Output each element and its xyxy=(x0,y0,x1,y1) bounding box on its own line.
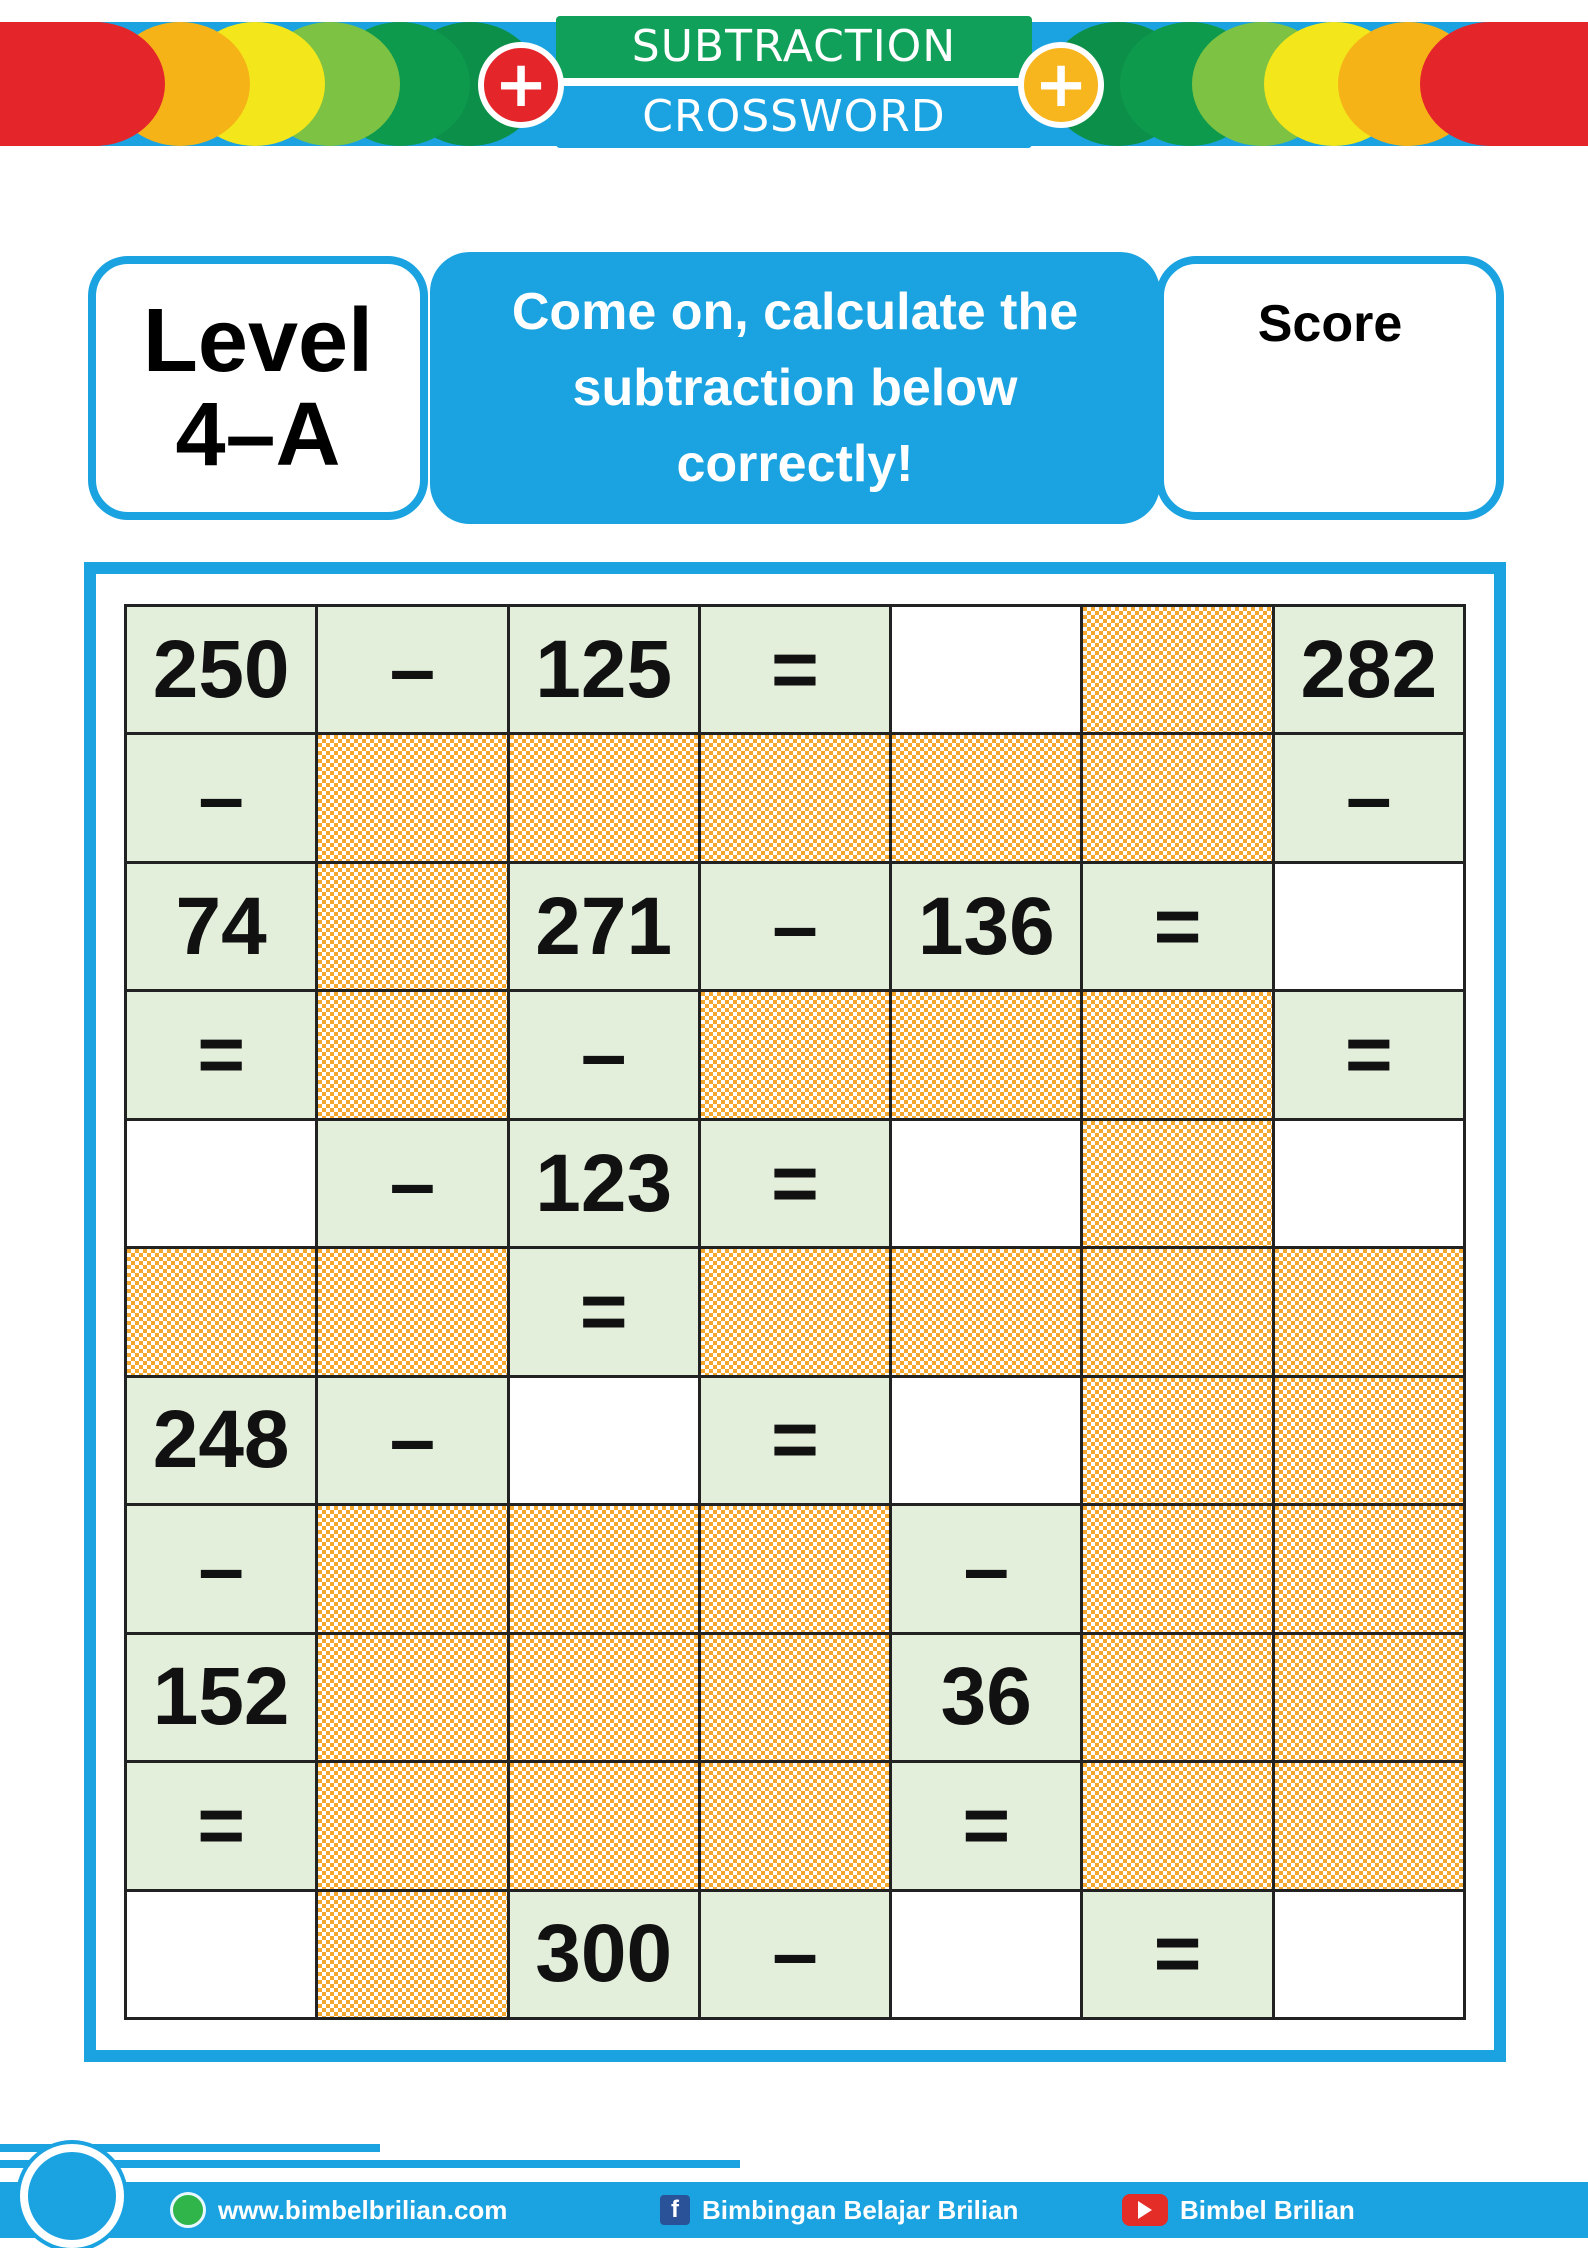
facebook-text: Bimbingan Belajar Brilian xyxy=(702,2194,1019,2225)
blocked-cell xyxy=(701,1763,889,1888)
crossword-grid xyxy=(124,604,1466,2020)
number-cell: 136 xyxy=(892,864,1080,989)
blocked-cell xyxy=(701,992,889,1117)
footer-youtube[interactable] xyxy=(1122,2188,1355,2232)
blocked-cell xyxy=(1275,1506,1463,1631)
facebook-icon: f xyxy=(660,2195,690,2225)
minus-cell: – xyxy=(701,864,889,989)
score-label: Score xyxy=(1257,295,1403,353)
blocked-cell xyxy=(892,1249,1080,1374)
equals-cell: = xyxy=(701,1121,889,1246)
equals-cell: = xyxy=(892,1763,1080,1888)
number-cell: 250 xyxy=(127,607,315,732)
blocked-cell xyxy=(318,1635,506,1760)
plus-icon: + xyxy=(478,42,564,128)
number-cell: 36 xyxy=(892,1635,1080,1760)
minus-cell: – xyxy=(510,992,698,1117)
footer-website[interactable] xyxy=(170,2188,507,2232)
equals-cell: = xyxy=(1083,1892,1271,2017)
score-box[interactable] xyxy=(1156,256,1504,520)
blocked-cell xyxy=(1083,1763,1271,1888)
footer-facebook[interactable] xyxy=(660,2188,1018,2232)
blocked-cell xyxy=(1083,735,1271,860)
answer-cell[interactable] xyxy=(892,1121,1080,1246)
blocked-cell xyxy=(510,1763,698,1888)
blocked-cell xyxy=(1275,1635,1463,1760)
plus-icon: + xyxy=(1018,42,1104,128)
minus-cell: – xyxy=(318,1378,506,1503)
blocked-cell xyxy=(1083,607,1271,732)
level-label: Level xyxy=(142,290,374,391)
blocked-cell xyxy=(318,1892,506,2017)
answer-cell[interactable] xyxy=(127,1892,315,2017)
minus-cell: – xyxy=(701,1892,889,2017)
youtube-text: Bimbel Brilian xyxy=(1180,2194,1355,2225)
blocked-cell xyxy=(127,1249,315,1374)
instruction-box xyxy=(430,252,1160,524)
minus-cell: – xyxy=(318,1121,506,1246)
level-box xyxy=(88,256,428,520)
blocked-cell xyxy=(1083,1506,1271,1631)
level-value: 4–A xyxy=(175,385,341,485)
number-cell: 74 xyxy=(127,864,315,989)
answer-cell[interactable] xyxy=(892,1378,1080,1503)
blocked-cell xyxy=(318,1763,506,1888)
answer-cell[interactable] xyxy=(1275,1121,1463,1246)
blocked-cell xyxy=(318,1506,506,1631)
blocked-cell xyxy=(1083,1121,1271,1246)
answer-cell[interactable] xyxy=(892,1892,1080,2017)
answer-cell[interactable] xyxy=(510,1378,698,1503)
minus-cell: – xyxy=(892,1506,1080,1631)
blocked-cell xyxy=(892,992,1080,1117)
blocked-cell xyxy=(510,735,698,860)
equals-cell: = xyxy=(127,1763,315,1888)
number-cell: 123 xyxy=(510,1121,698,1246)
youtube-icon xyxy=(1122,2194,1168,2226)
number-cell: 248 xyxy=(127,1378,315,1503)
blocked-cell xyxy=(1275,1378,1463,1503)
answer-cell[interactable] xyxy=(127,1121,315,1246)
minus-cell: – xyxy=(127,735,315,860)
number-cell: 271 xyxy=(510,864,698,989)
blocked-cell xyxy=(1083,1378,1271,1503)
equals-cell: = xyxy=(701,1378,889,1503)
blocked-cell xyxy=(318,992,506,1117)
minus-cell: – xyxy=(127,1506,315,1631)
equals-cell: = xyxy=(1083,864,1271,989)
blocked-cell xyxy=(701,735,889,860)
answer-cell[interactable] xyxy=(1275,1892,1463,2017)
blocked-cell xyxy=(510,1506,698,1631)
equals-cell: = xyxy=(127,992,315,1117)
blocked-cell xyxy=(701,1635,889,1760)
blocked-cell xyxy=(701,1249,889,1374)
instruction-text: Come on, calculate the subtraction below correctly! xyxy=(511,283,1079,493)
number-cell: 125 xyxy=(510,607,698,732)
blocked-cell xyxy=(701,1506,889,1631)
blocked-cell xyxy=(318,1249,506,1374)
blocked-cell xyxy=(1083,1249,1271,1374)
minus-cell: – xyxy=(318,607,506,732)
answer-cell[interactable] xyxy=(1275,864,1463,989)
number-cell: 152 xyxy=(127,1635,315,1760)
equals-cell: = xyxy=(1275,992,1463,1117)
title-line-2: CROSSWORD xyxy=(556,86,1032,148)
globe-icon xyxy=(170,2192,206,2228)
equals-cell: = xyxy=(510,1249,698,1374)
footer-circle xyxy=(20,2144,124,2248)
blocked-cell xyxy=(510,1635,698,1760)
blocked-cell xyxy=(318,735,506,860)
blocked-cell xyxy=(1083,1635,1271,1760)
title-line-1: SUBTRACTION xyxy=(556,16,1032,78)
blocked-cell xyxy=(1083,992,1271,1117)
number-cell: 300 xyxy=(510,1892,698,2017)
blocked-cell xyxy=(1275,1249,1463,1374)
equals-cell: = xyxy=(701,607,889,732)
blocked-cell xyxy=(318,864,506,989)
blocked-cell xyxy=(892,735,1080,860)
website-text: www.bimbelbrilian.com xyxy=(218,2194,508,2225)
blocked-cell xyxy=(1275,1763,1463,1888)
answer-cell[interactable] xyxy=(892,607,1080,732)
minus-cell: – xyxy=(1275,735,1463,860)
number-cell: 282 xyxy=(1275,607,1463,732)
